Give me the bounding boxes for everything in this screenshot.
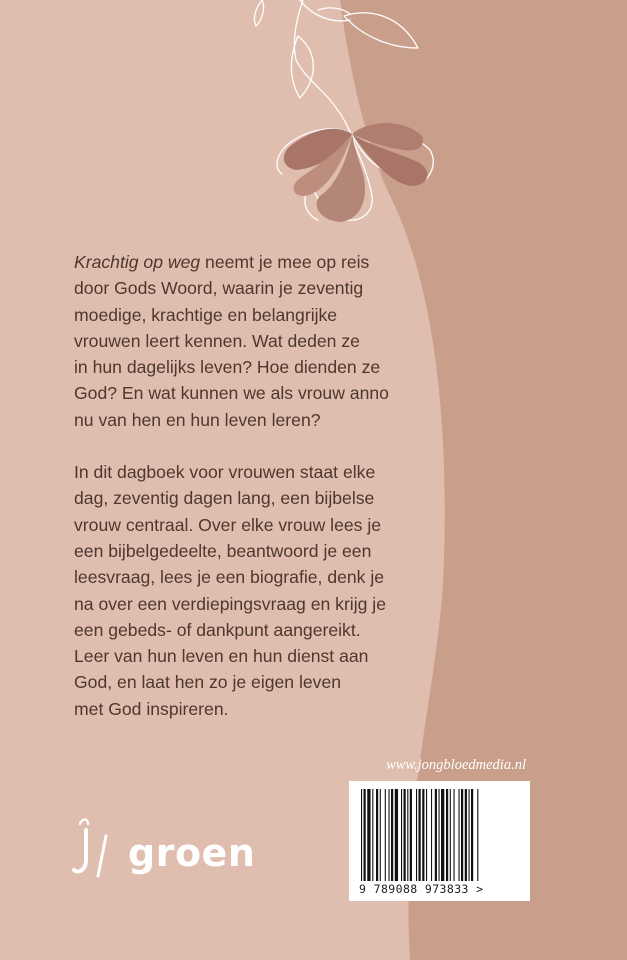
barcode-bar	[361, 789, 362, 881]
barcode-bar	[465, 789, 467, 881]
barcode-bar	[435, 789, 437, 881]
blurb-line: leesvraag, lees je een biografie, denk je	[74, 567, 385, 588]
blurb-line: met God inspireren.	[74, 698, 229, 719]
barcode-bar	[389, 789, 390, 881]
publisher-website[interactable]: www.jongbloedmedia.nl	[386, 757, 526, 773]
barcode-bar	[376, 789, 378, 881]
blurb-paragraph-intro	[74, 249, 424, 433]
barcode-bar	[364, 789, 366, 881]
book-title-italic: Krachtig op weg	[74, 252, 201, 272]
barcode-bar	[380, 789, 381, 881]
barcode-bar	[431, 789, 432, 881]
blurb-text: neemt je mee op reis	[200, 252, 370, 272]
barcode-bar	[422, 789, 424, 881]
blurb-line: God, en laat hen zo je eigen leven	[74, 672, 342, 693]
barcode-bar	[385, 789, 386, 881]
barcode-bar	[426, 789, 427, 881]
barcode-bar	[404, 789, 406, 881]
blurb-line: Leer van hun leven en hun dienst aan	[74, 646, 369, 667]
back-cover-blurb	[74, 249, 424, 748]
barcode-bars	[361, 789, 521, 883]
barcode-bar	[416, 789, 417, 881]
barcode-bar	[372, 789, 373, 881]
barcode-bar	[441, 789, 444, 881]
blurb-line: In dit dagboek voor vrouwen staat elke	[74, 462, 376, 483]
barcode-bar	[454, 789, 455, 881]
blurb-line: vrouwen leert kennen. Wat deden ze	[74, 330, 360, 351]
blurb-line: na over een verdiepingsvraag en krijg je	[74, 593, 386, 614]
blurb-line: een gebeds- of dankpunt aangereikt.	[74, 619, 361, 640]
blurb-line: moedige, krachtige en belangrijke	[74, 304, 338, 325]
barcode-bar	[477, 789, 478, 881]
blurb-line	[74, 249, 424, 275]
barcode-bar	[439, 789, 440, 881]
barcode-bar	[391, 789, 393, 881]
barcode-bar	[471, 789, 473, 881]
barcode-bar	[461, 789, 463, 881]
blurb-line: een bijbelgedeelte, beantwoord je een	[74, 540, 372, 561]
blurb-line: nu van hen en hun leven leren?	[74, 409, 321, 430]
blurb-line: God? En wat kunnen we als vrouw anno	[74, 383, 389, 404]
line-art-flower-icon	[240, 0, 440, 230]
barcode-bar	[401, 789, 402, 881]
barcode-bar	[419, 789, 421, 881]
barcode-bar	[446, 789, 448, 881]
barcode-bar	[407, 789, 408, 881]
isbn-digits: 9 789088 973833 >	[359, 882, 484, 896]
barcode-bar	[395, 789, 398, 881]
barcode-bar	[367, 789, 370, 881]
barcode-bar	[450, 789, 451, 881]
jongbloed-j-slash-icon	[70, 816, 130, 878]
publisher-wordmark: groen	[128, 831, 256, 875]
blurb-line: vrouw centraal. Over elke vrouw lees je	[74, 514, 382, 535]
barcode-bar	[410, 789, 412, 881]
blurb-line: door Gods Woord, waarin je zeventig	[74, 278, 364, 299]
isbn-barcode	[349, 781, 530, 901]
publisher-logo	[70, 808, 255, 878]
barcode-bar	[459, 789, 460, 881]
blurb-line: dag, zeventig dagen lang, een bijbelse	[74, 488, 375, 509]
barcode-bar	[469, 789, 470, 881]
blurb-line: in hun dagelijks leven? Hoe dienden ze	[74, 357, 381, 378]
blurb-paragraph-details	[74, 459, 424, 722]
